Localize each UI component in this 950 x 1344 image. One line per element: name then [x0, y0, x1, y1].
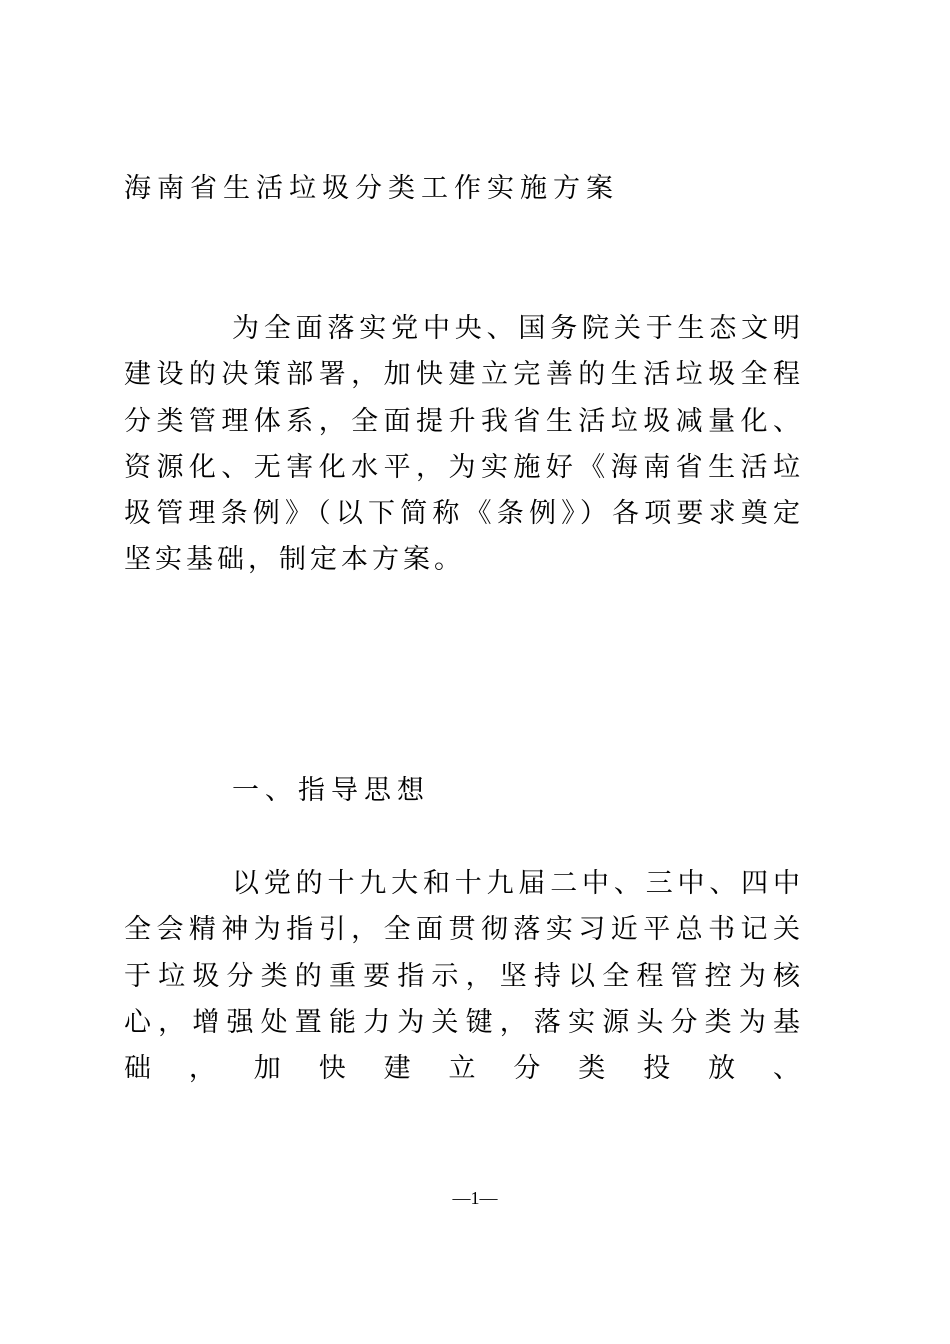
- page-number: —1—: [452, 1188, 498, 1208]
- section-heading: 一、指导思想: [232, 775, 430, 806]
- intro-paragraph: 为全面落实党中央、国务院关于生态文明建设的决策部署，加快建立完善的生活垃圾全程分类管理体系，全面提升我省生活垃圾减量化、资源化、无害化水平，为实施好《海南省生活垃圾管理条例》（以下简称《条例》）各项要求奠定坚实基础，制定本方案。: [124, 313, 804, 576]
- section-paragraph: 以党的十九大和十九届二中、三中、四中全会精神为指引，全面贯彻落实习近平总书记关于垃圾分类的重要指示，坚持以全程管控为核心，增强处置能力为关键，落实源头分类为基础，加快建立分类投放、: [124, 868, 804, 1085]
- document-title: 海南省生活垃圾分类工作实施方案: [124, 173, 619, 204]
